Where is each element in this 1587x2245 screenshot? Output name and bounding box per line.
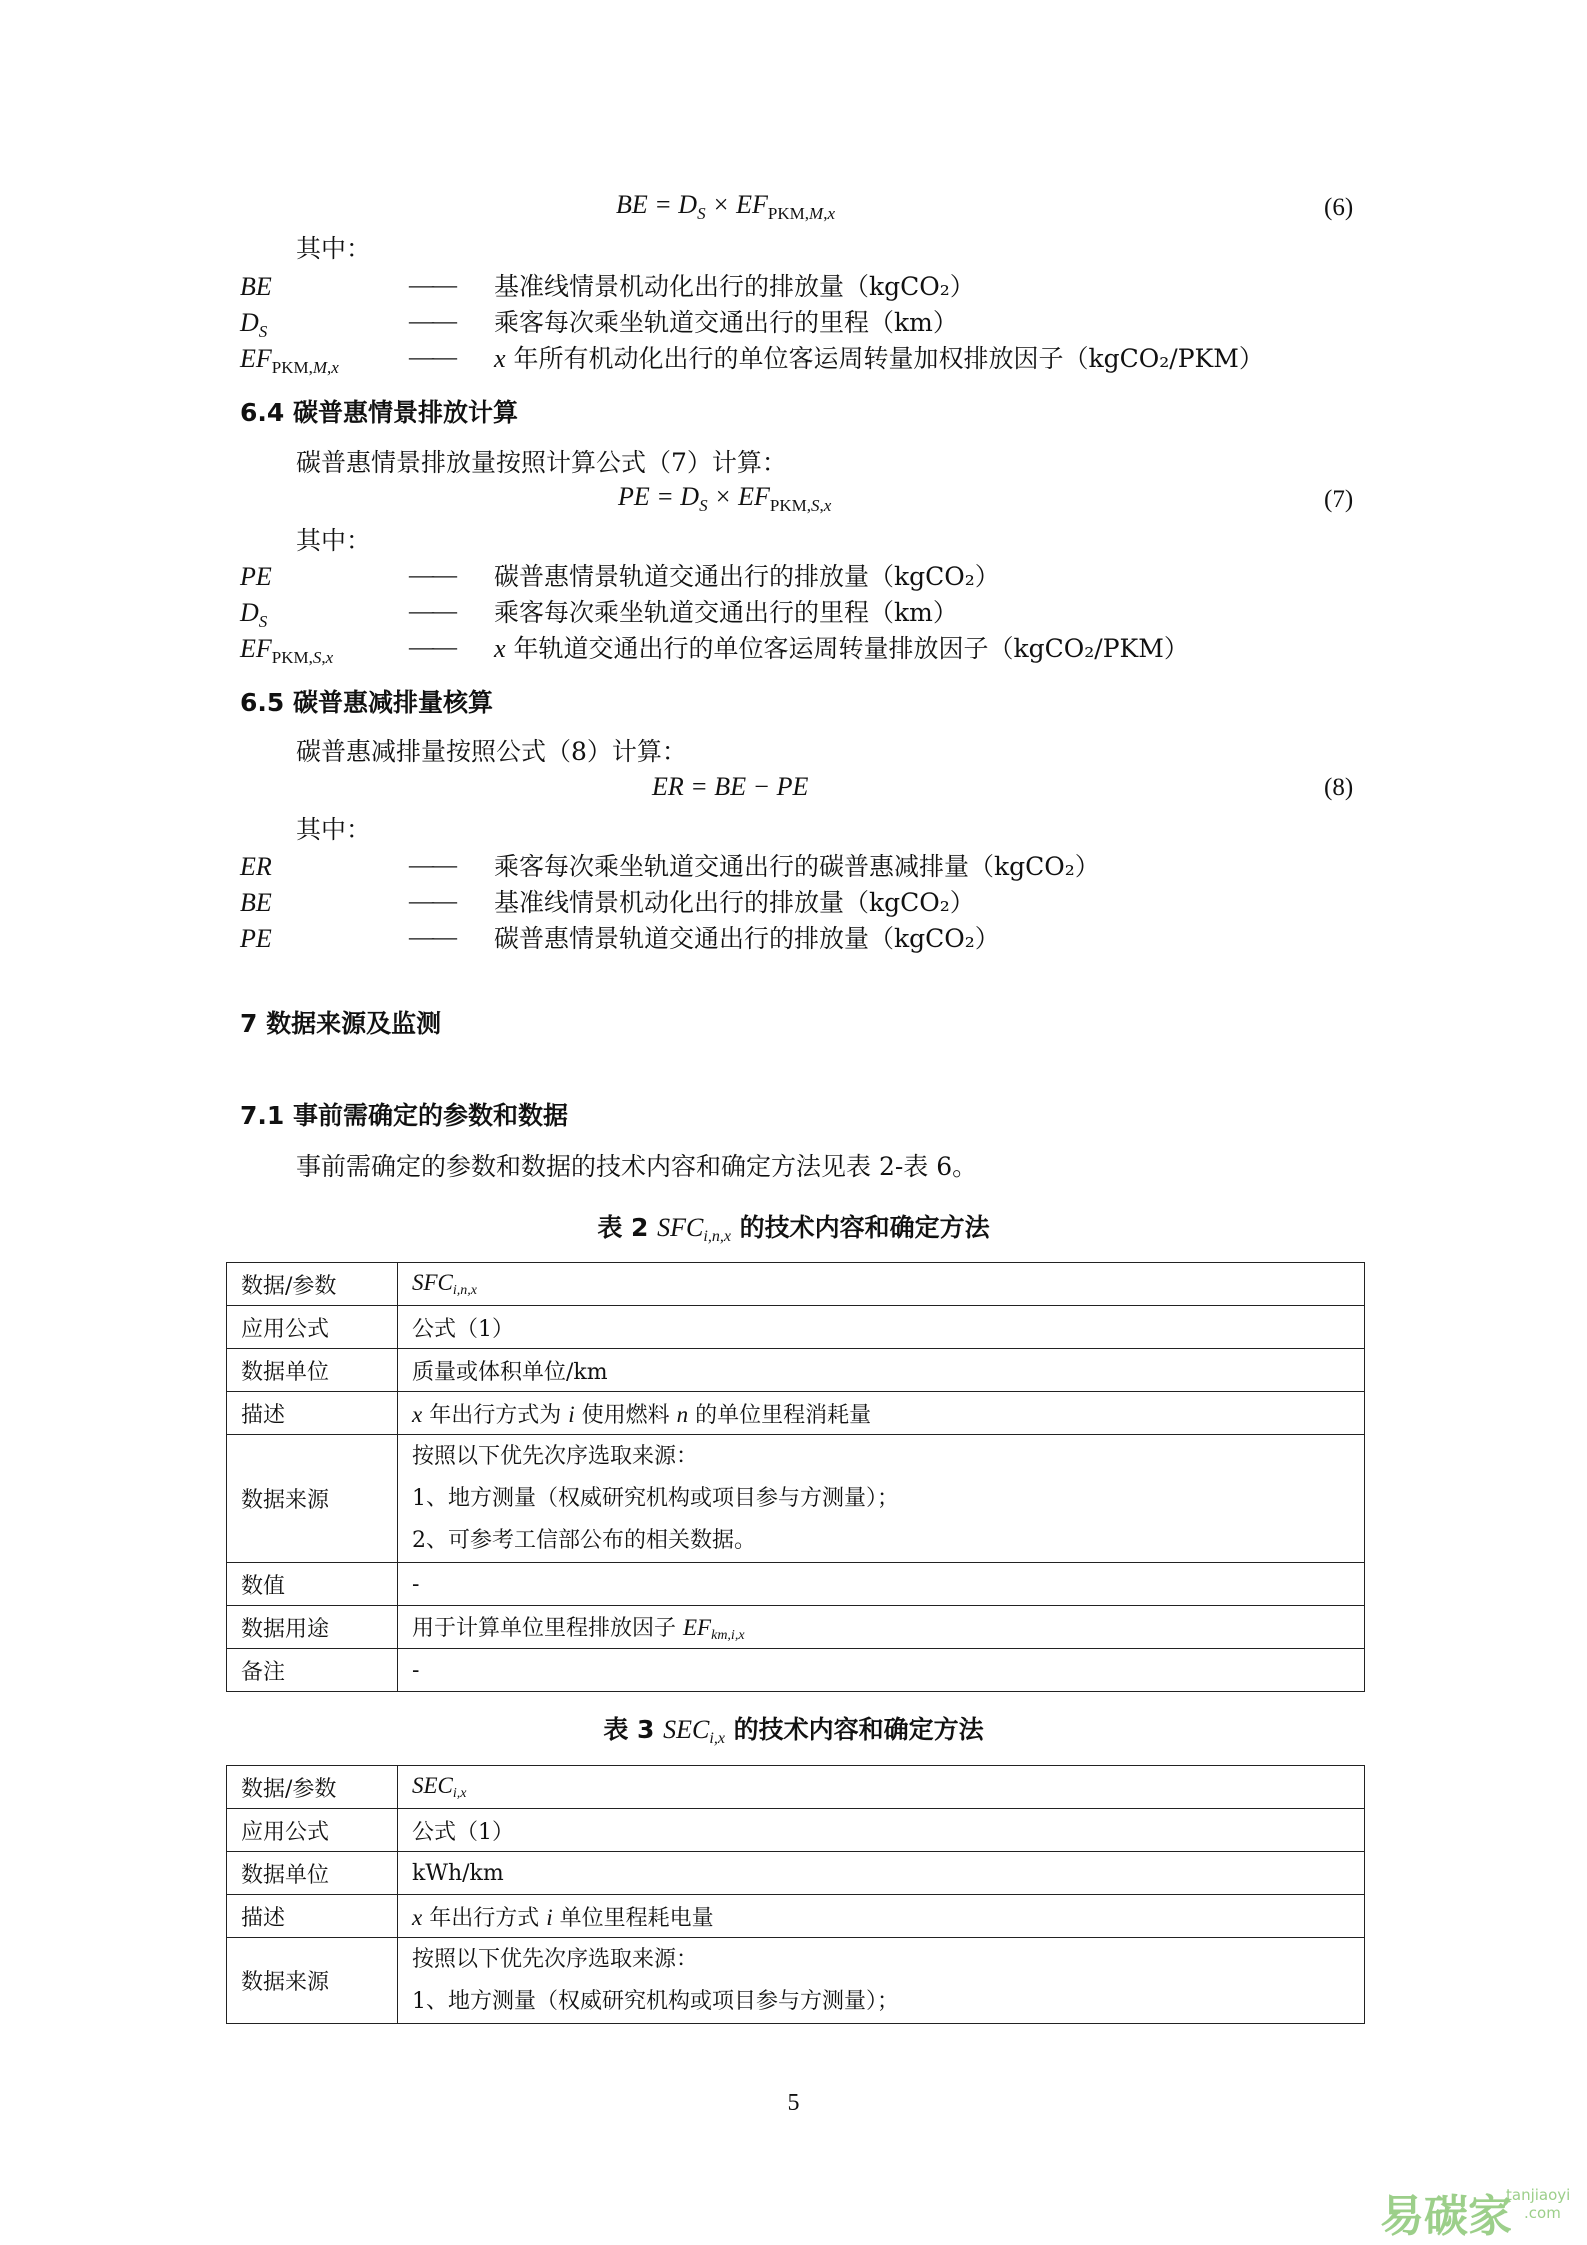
watermark-domain: tanjiaoyi <box>1506 2186 1571 2204</box>
dash: —— <box>409 852 455 879</box>
symbol: PE <box>240 924 272 953</box>
formula-7-number: (7) <box>1324 486 1354 513</box>
source-line: 按照以下优先次序选取来源： <box>412 1946 699 1972</box>
def-desc: 乘客每次乘坐轨道交通出行的里程（km） <box>494 598 958 627</box>
formula-8: ER = BE − PE <box>652 772 809 801</box>
dash: —— <box>409 888 455 915</box>
table-row <box>227 1938 1365 2024</box>
param-value: 用于计算单位里程排放因子 $EF_{km,i,x}$ <box>398 1606 1365 1649</box>
param-key: 数据用途 <box>227 1606 398 1649</box>
param-value: - <box>398 1563 1365 1606</box>
table-row <box>227 1766 1365 1809</box>
page-number: 5 <box>787 2090 800 2116</box>
symbol-PE: PE <box>240 562 272 591</box>
def-desc: 基准线情景机动化出行的排放量（kgCO₂） <box>494 272 975 301</box>
symbol-EF-PKM-S-x: $EF_{PKM,S,x}$ <box>240 634 334 667</box>
table-row <box>227 1392 1365 1435</box>
def-desc: 乘客每次乘坐轨道交通出行的碳普惠减排量（kgCO₂） <box>494 852 1100 881</box>
source-line: 2、可参考工信部公布的相关数据。 <box>412 1527 756 1553</box>
param-value: x 年出行方式为 i 使用燃料 n 的单位里程消耗量 <box>398 1392 1365 1435</box>
param-value: - <box>398 1649 1365 1692</box>
def-desc: x 年轨道交通出行的单位客运周转量排放因子（kgCO₂/PKM） <box>494 634 1189 663</box>
section-heading-7-1: 7.1 事前需确定的参数和数据 <box>240 1101 568 1130</box>
param-value: 质量或体积单位/km <box>398 1349 1365 1392</box>
section-heading-6-4: 6.4 碳普惠情景排放计算 <box>240 398 518 427</box>
param-key: 应用公式 <box>227 1809 398 1852</box>
param-value: x 年出行方式 i 单位里程耗电量 <box>398 1895 1365 1938</box>
symbol-DS: $D_S$ <box>240 598 268 631</box>
param-key: 备注 <box>227 1649 398 1692</box>
param-value: $SFC_{i,n,x}$ <box>398 1263 1365 1306</box>
table-row <box>227 1852 1365 1895</box>
formula-6-number: (6) <box>1324 194 1354 221</box>
table-row <box>227 1563 1365 1606</box>
section-heading-6-5: 6.5 碳普惠减排量核算 <box>240 688 493 717</box>
table-row <box>227 1895 1365 1938</box>
def-desc: 基准线情景机动化出行的排放量（kgCO₂） <box>494 888 975 917</box>
table-row <box>227 1263 1365 1306</box>
symbol: BE <box>240 888 272 917</box>
table-row <box>227 1306 1365 1349</box>
param-value <box>398 1938 1365 2024</box>
param-key: 描述 <box>227 1392 398 1435</box>
watermark-tld: .com <box>1524 2204 1561 2222</box>
dash: —— <box>409 598 455 625</box>
def-desc: 乘客每次乘坐轨道交通出行的里程（km） <box>494 308 958 337</box>
section-heading-7: 7 数据来源及监测 <box>240 1009 442 1038</box>
symbol-EF-PKM-M-x: $EF_{PKM,M,x}$ <box>240 344 339 377</box>
symbol: ER <box>240 852 272 881</box>
param-key: 数据/参数 <box>227 1263 398 1306</box>
def-desc: x 年所有机动化出行的单位客运周转量加权排放因子（kgCO₂/PKM） <box>494 344 1264 373</box>
section-intro: 碳普惠减排量按照公式（8）计算： <box>296 737 687 766</box>
table-3-caption: 表 3 $SEC_{i,x}$ 的技术内容和确定方法 <box>603 1715 984 1747</box>
source-line: 按照以下优先次序选取来源： <box>412 1443 699 1469</box>
table-row <box>227 1606 1365 1649</box>
formula-6: BE = $D_S \times EF_{PKM,M,x}$ <box>616 190 835 223</box>
param-key: 数值 <box>227 1563 398 1606</box>
param-key: 数据单位 <box>227 1852 398 1895</box>
dash: —— <box>409 272 455 299</box>
formula-8-number: (8) <box>1324 774 1354 801</box>
param-value: 公式（1） <box>398 1306 1365 1349</box>
param-key: 应用公式 <box>227 1306 398 1349</box>
watermark-logo: 易碳家 <box>1380 2191 1512 2242</box>
formula-7: PE = $D_S \times EF_{PKM,S,x}$ <box>618 482 832 515</box>
table-row <box>227 1649 1365 1692</box>
section-intro: 碳普惠情景排放量按照计算公式（7）计算： <box>296 448 787 477</box>
symbol-DS: $D_S$ <box>240 308 268 341</box>
table-row <box>227 1809 1365 1852</box>
symbol-BE: BE <box>240 272 272 301</box>
param-key: 数据来源 <box>227 1435 398 1563</box>
table-row <box>227 1435 1365 1563</box>
table-2 <box>226 1262 1365 1692</box>
def-desc: 碳普惠情景轨道交通出行的排放量（kgCO₂） <box>494 924 1000 953</box>
table-3 <box>226 1765 1365 2024</box>
dash: —— <box>409 344 455 371</box>
section-intro: 事前需确定的参数和数据的技术内容和确定方法见表 2-表 6。 <box>296 1152 978 1181</box>
param-value: 公式（1） <box>398 1809 1365 1852</box>
dash: —— <box>409 924 455 951</box>
param-key: 数据/参数 <box>227 1766 398 1809</box>
dash: —— <box>409 634 455 661</box>
def-desc: 碳普惠情景轨道交通出行的排放量（kgCO₂） <box>494 562 1000 591</box>
source-line: 1、地方测量（权威研究机构或项目参与方测量）； <box>412 1485 899 1511</box>
param-key: 描述 <box>227 1895 398 1938</box>
param-value: $SEC_{i,x}$ <box>398 1766 1365 1809</box>
source-line: 1、地方测量（权威研究机构或项目参与方测量）； <box>412 1988 899 2014</box>
param-value: kWh/km <box>398 1852 1365 1895</box>
table-2-caption: 表 2 $SFC_{i,n,x}$ 的技术内容和确定方法 <box>597 1213 990 1245</box>
table-row <box>227 1349 1365 1392</box>
dash: —— <box>409 308 455 335</box>
param-key: 数据单位 <box>227 1349 398 1392</box>
where-label: 其中： <box>296 234 372 263</box>
where-label: 其中： <box>296 526 372 555</box>
dash: —— <box>409 562 455 589</box>
param-value <box>398 1435 1365 1563</box>
param-key: 数据来源 <box>227 1938 398 2024</box>
where-label: 其中： <box>296 815 372 844</box>
